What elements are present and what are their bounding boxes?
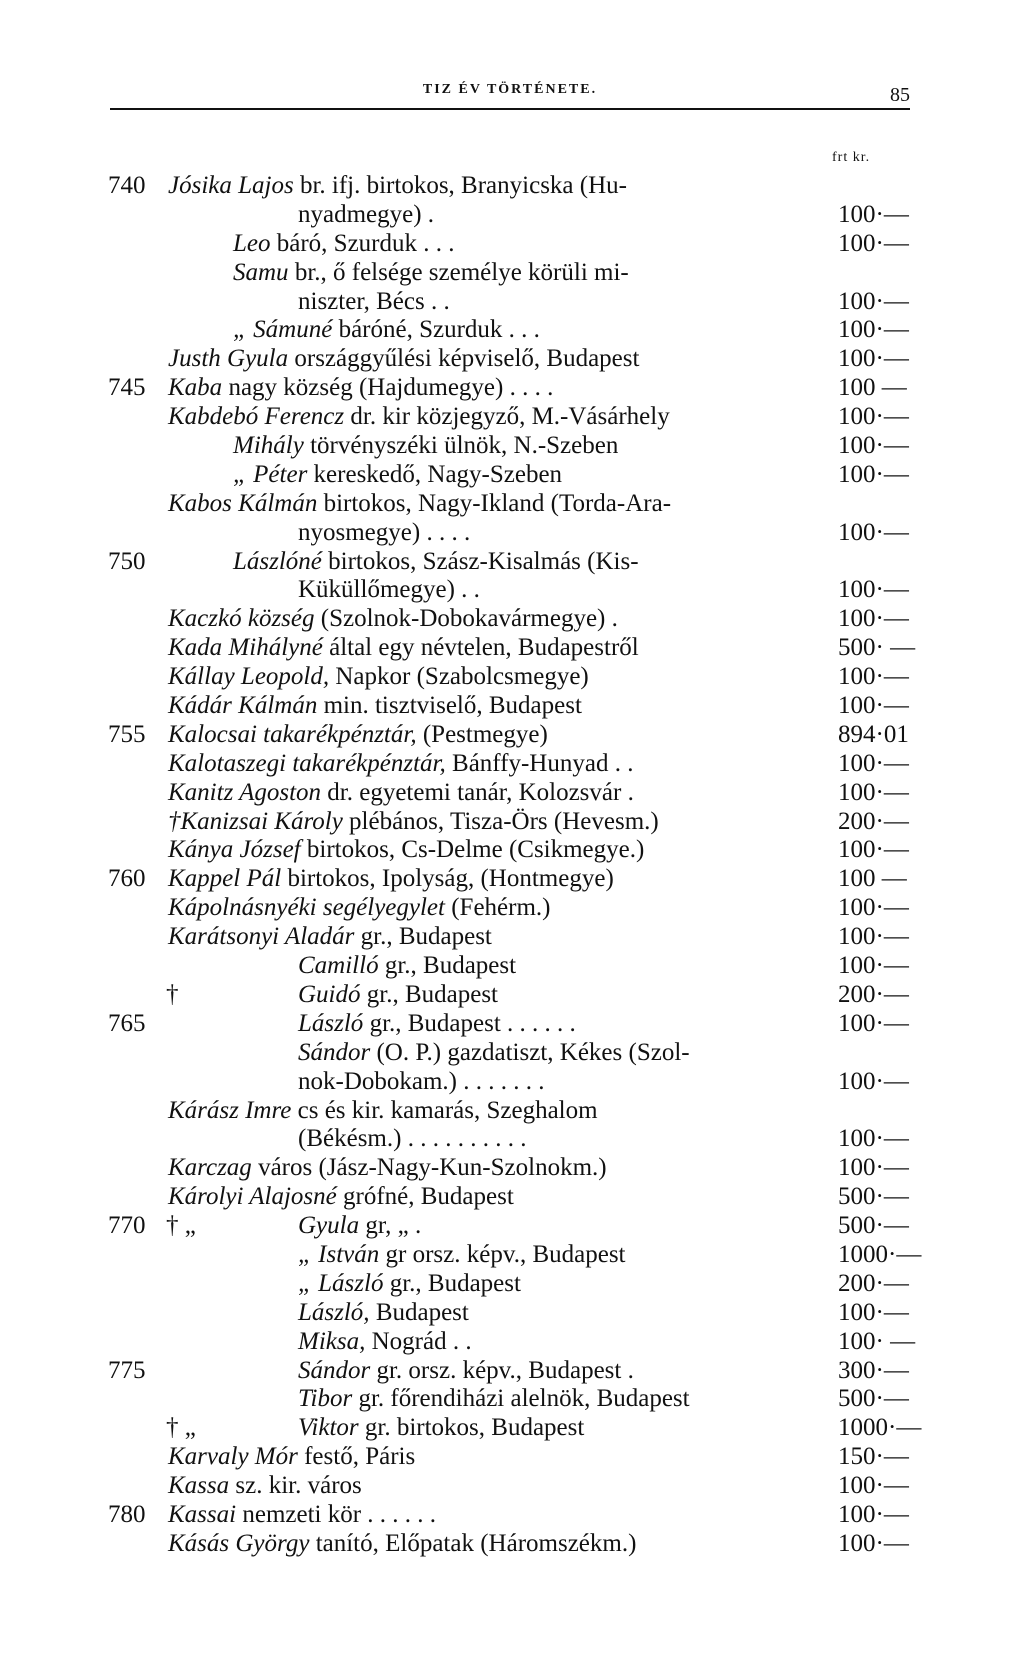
entry-description: festő, Páris (297, 1443, 416, 1471)
entry-text (168, 1097, 598, 1126)
entry-amount: 100·— (838, 749, 909, 777)
entry-text (168, 490, 671, 519)
page-header (110, 78, 910, 108)
list-item (108, 1270, 928, 1299)
entry-number: 745 (108, 374, 146, 402)
list-item (108, 316, 928, 345)
entry-name: Karczag (168, 1154, 252, 1182)
list-item (108, 634, 928, 663)
list-item (108, 1472, 928, 1501)
entry-name: „ Péter (233, 460, 308, 488)
entry-description: gr orsz. képv., Budapest (379, 1240, 626, 1268)
entry-description: plébános, Tisza-Örs (Hevesm.) (342, 807, 659, 835)
entry-amount: 100·— (838, 229, 909, 257)
entry-text (168, 663, 589, 692)
entry-text (298, 1068, 545, 1097)
entry-amount: 100·— (838, 836, 909, 864)
list-item (108, 548, 928, 577)
entry-description: niszter, Bécs . . (298, 287, 450, 315)
entry-text (298, 1414, 584, 1443)
entry-name: Lászlóné (233, 547, 322, 575)
list-item (108, 721, 928, 750)
entry-name: †Kanizsai Károly (168, 807, 343, 835)
entry-description: nyosmegye) . . . . (298, 518, 471, 546)
entry-amount: 100 — (838, 374, 907, 402)
entry-text (168, 865, 614, 894)
entry-text (233, 316, 540, 345)
list-item (108, 201, 928, 230)
list-item (108, 490, 928, 519)
entry-amount: 100·— (838, 432, 909, 460)
entry-text (168, 172, 627, 201)
entry-name: Gyula (298, 1212, 360, 1240)
entry-text (298, 1125, 526, 1154)
list-item (108, 952, 928, 981)
entry-text (298, 288, 450, 317)
entry-name: „ László (298, 1269, 384, 1297)
list-item (108, 1183, 928, 1212)
entry-amount: 100·— (838, 518, 909, 546)
entry-text (168, 1443, 415, 1472)
entry-text (298, 1212, 421, 1241)
entry-description: törvényszéki ülnök, N.-Szeben (303, 432, 619, 460)
entry-name: „ Sámuné (233, 316, 333, 344)
entry-amount: 100· — (838, 1327, 916, 1355)
list-item (108, 1010, 928, 1039)
list-item (108, 836, 928, 865)
entry-name: Samu (233, 258, 289, 286)
entry-amount: 1000·— (838, 1414, 922, 1442)
entry-name: Viktor (298, 1414, 359, 1442)
entry-description: gr., Budapest (354, 923, 492, 951)
entry-description: br., ő felsége személye körüli mi- (288, 258, 629, 286)
entry-name: Tibor (298, 1385, 353, 1413)
entry-description: Napkor (Szabolcsmegye) (329, 663, 589, 691)
entry-name: Camilló (298, 952, 379, 980)
entry-description: gr. főrendiházi alelnök, Budapest (352, 1385, 690, 1413)
entry-description: kereskedő, Nagy-Szeben (307, 460, 563, 488)
entry-description: Nográd . . (365, 1327, 472, 1355)
entry-description: gr., Budapest (360, 980, 498, 1008)
entry-name: Kada Mihályné (168, 634, 323, 662)
entry-name: Kápolnásnyéki segélyegylet (168, 894, 445, 922)
list-item (108, 1241, 928, 1270)
list-item (108, 345, 928, 374)
entry-text (168, 779, 634, 808)
list-item (108, 894, 928, 923)
list-item (108, 461, 928, 490)
entry-text (233, 461, 562, 490)
entry-amount: 100·— (838, 200, 909, 228)
entry-name: Jósika Lajos (168, 172, 294, 199)
entry-amount: 150·— (838, 1443, 909, 1471)
entry-text (298, 1241, 626, 1270)
entry-name: Mihály (233, 432, 304, 460)
entry-name: Kásás György (168, 1529, 310, 1557)
entry-description: (Fehérm.) (444, 894, 551, 922)
entry-amount: 200·— (838, 807, 909, 835)
entry-text (168, 605, 618, 634)
entry-description: (Szolnok-Dobokavármegye) . (314, 605, 618, 633)
entry-description: nyadmegye) . (298, 200, 435, 228)
entry-text (168, 374, 553, 403)
entry-text (233, 259, 629, 288)
entry-amount: 100·— (838, 287, 909, 315)
entry-amount: 100·— (838, 894, 909, 922)
list-item (108, 288, 928, 317)
entry-description: birtokos, Szász-Kisalmás (Kis- (321, 547, 639, 575)
entry-name: Karátsonyi Aladár (168, 923, 355, 951)
list-item (108, 230, 928, 259)
entry-text (168, 836, 644, 865)
entry-name: Kabdebó Ferencz (168, 403, 345, 431)
entry-text (298, 576, 480, 605)
list-item (108, 576, 928, 605)
entry-name: Kalocsai takarékpénztár, (168, 720, 417, 748)
entry-mark: † „ (166, 1414, 196, 1442)
entry-amount: 100·— (838, 605, 909, 633)
list-item (108, 172, 928, 201)
list-item (108, 1212, 928, 1241)
entry-text (168, 1530, 636, 1559)
entry-amount: 100·— (838, 1154, 909, 1182)
list-item (108, 1039, 928, 1068)
entry-text (298, 1328, 472, 1357)
entry-description: nemzeti kör . . . . . . (236, 1500, 437, 1528)
entry-name: László, (298, 1298, 370, 1326)
entry-name: Guidó (298, 980, 361, 1008)
list-item (108, 432, 928, 461)
entry-name: Kalotaszegi takarékpénztár, (168, 749, 446, 777)
list-item (108, 1414, 928, 1443)
entry-text (298, 981, 498, 1010)
entry-text (233, 548, 639, 577)
list-item (108, 692, 928, 721)
page-number: 85 (890, 84, 910, 106)
list-item (108, 374, 928, 403)
list-item (108, 605, 928, 634)
entry-description: br. ifj. birtokos, Branyicska (Hu- (293, 172, 627, 199)
entry-amount: 100·— (838, 778, 909, 806)
entry-amount: 500·— (838, 1212, 909, 1240)
entry-text (298, 1039, 690, 1068)
entry-mark: † „ (166, 1212, 196, 1240)
entry-number: 780 (108, 1500, 146, 1528)
entry-amount: 100·— (838, 576, 909, 604)
entry-description: (Pestmegye) (416, 720, 548, 748)
header-rule (110, 108, 910, 110)
list-item (108, 1328, 928, 1357)
entry-description: gr, „ . (359, 1212, 422, 1240)
entry-description: báróné, Szurduk . . . (332, 316, 540, 344)
entry-name: „ István (298, 1240, 380, 1268)
entry-text (168, 634, 639, 663)
entry-name: Sándor (298, 1356, 371, 1384)
entry-amount: 100·— (838, 1009, 909, 1037)
list-item (108, 1501, 928, 1530)
list-item (108, 1385, 928, 1414)
entry-amount: 500·— (838, 1385, 909, 1413)
entry-amount: 100·— (838, 403, 909, 431)
entry-amount: 200·— (838, 980, 909, 1008)
list-item (108, 981, 928, 1010)
entry-name: Károlyi Alajosné (168, 1183, 337, 1211)
entry-text (168, 692, 582, 721)
entry-text (168, 721, 548, 750)
entry-number: 760 (108, 865, 146, 893)
entry-text (168, 1154, 607, 1183)
entry-description: országgyűlési képviselő, Budapest (288, 345, 640, 373)
entry-description: város (Jász-Nagy-Kun-Szolnokm.) (251, 1154, 607, 1182)
amount-column-header: frt kr. (832, 150, 871, 165)
donor-list (108, 172, 928, 1559)
entry-description: báró, Szurduk . . . (270, 229, 455, 257)
list-item (108, 519, 928, 548)
entry-text (298, 952, 516, 981)
entry-description: által egy névtelen, Budapestről (322, 634, 639, 662)
entry-name: Kánya József (168, 836, 301, 864)
list-item (108, 808, 928, 837)
entry-amount: 100·— (838, 1298, 909, 1326)
entry-text (168, 808, 659, 837)
entry-name: Kassa (168, 1472, 230, 1500)
entry-text (298, 201, 434, 230)
entry-description: gr. birtokos, Budapest (358, 1414, 585, 1442)
list-item (108, 259, 928, 288)
entry-amount: 100·— (838, 663, 909, 691)
entry-description: gr., Budapest (378, 952, 517, 980)
entry-text (168, 1183, 514, 1212)
entry-description: Budapest (369, 1298, 469, 1326)
entry-name: Kabos Kálmán (168, 489, 318, 517)
entry-amount: 100·— (838, 1472, 909, 1500)
entry-name: Kanitz Agoston (168, 778, 322, 806)
entry-description: dr. egyetemi tanár, Kolozsvár . (321, 778, 634, 806)
list-item (108, 1357, 928, 1386)
entry-name: Justh Gyula (168, 345, 289, 373)
entry-text (298, 1270, 521, 1299)
entry-text (298, 1357, 634, 1386)
entry-number: 765 (108, 1009, 146, 1037)
entry-text (298, 1010, 576, 1039)
entry-description: birtokos, Cs-Delme (Csikmegye.) (300, 836, 645, 864)
entry-name: Kaba (168, 374, 223, 402)
entry-description: min. tisztviselő, Budapest (317, 692, 582, 720)
list-item (108, 1299, 928, 1328)
list-item (108, 1125, 928, 1154)
entry-text (233, 432, 618, 461)
entry-description: Küküllőmegye) . . (298, 576, 480, 604)
entry-amount: 100·— (838, 1125, 909, 1153)
entry-amount: 100·— (838, 460, 909, 488)
entry-name: Kaczkó község (168, 605, 315, 633)
list-item (108, 403, 928, 432)
list-item (108, 865, 928, 894)
entry-description: tanító, Előpatak (Háromszékm.) (309, 1529, 637, 1557)
entry-description: dr. kir közjegyző, M.-Vásárhely (344, 403, 670, 431)
entry-description: nagy község (Hajdumegye) . . . . (222, 374, 554, 402)
entry-name: Kassai (168, 1500, 237, 1528)
entry-name: László (298, 1009, 364, 1037)
entry-text (298, 519, 470, 548)
list-item (108, 923, 928, 952)
entry-text (298, 1385, 690, 1414)
list-item (108, 663, 928, 692)
entry-amount: 100 — (838, 865, 907, 893)
entry-name: Karvaly Mór (168, 1443, 298, 1471)
entry-name: Kárász Imre (168, 1096, 292, 1124)
entry-text (298, 1299, 469, 1328)
entry-number: 775 (108, 1356, 146, 1384)
entry-number: 755 (108, 720, 146, 748)
entry-number: 750 (108, 547, 146, 575)
list-item (108, 1068, 928, 1097)
entry-text (168, 1472, 362, 1501)
list-item (108, 779, 928, 808)
entry-text (168, 345, 639, 374)
entry-name: Leo (233, 229, 271, 257)
entry-amount: 500· — (838, 634, 916, 662)
running-title: TIZ ÉV TÖRTÉNETE. (422, 82, 598, 97)
entry-description: birtokos, Nagy-Ikland (Torda-Ara- (317, 489, 672, 517)
entry-description: nok-Dobokam.) . . . . . . . (298, 1067, 545, 1095)
entry-description: sz. kir. város (229, 1472, 362, 1500)
entry-text (168, 403, 670, 432)
list-item (108, 750, 928, 779)
entry-name: Sándor (298, 1038, 371, 1066)
entry-number: 740 (108, 172, 146, 199)
entry-amount: 100·— (838, 923, 909, 951)
entry-description: birtokos, Ipolyság, (Hontmegye) (281, 865, 614, 893)
entry-amount: 100·— (838, 952, 909, 980)
entry-amount: 100·— (838, 345, 909, 373)
entry-name: Miksa, (298, 1327, 366, 1355)
entry-description: gr., Budapest . . . . . . (363, 1009, 576, 1037)
entry-amount: 300·— (838, 1356, 909, 1384)
entry-name: Kappel Pál (168, 865, 282, 893)
entry-description: (Békésm.) . . . . . . . . . . (298, 1125, 527, 1153)
entry-description: Bánffy-Hunyad . . (445, 749, 634, 777)
entry-amount: 100·— (838, 1529, 909, 1557)
entry-text (168, 1501, 436, 1530)
list-item (108, 1154, 928, 1183)
entry-mark: † (166, 980, 179, 1008)
entry-text (168, 894, 551, 923)
list-item (108, 1443, 928, 1472)
entry-amount: 894·01 (838, 720, 909, 748)
entry-name: Kállay Leopold, (168, 663, 330, 691)
entry-name: Kádár Kálmán (168, 692, 318, 720)
entry-description: cs és kir. kamarás, Szeghalom (291, 1096, 598, 1124)
entry-amount: 200·— (838, 1269, 909, 1297)
list-item (108, 1097, 928, 1126)
entry-text (233, 230, 455, 259)
entry-description: grófné, Budapest (336, 1183, 514, 1211)
entry-description: gr., Budapest (383, 1269, 521, 1297)
list-item (108, 1530, 928, 1559)
entry-description: (O. P.) gazdatiszt, Kékes (Szol- (370, 1038, 690, 1066)
entry-amount: 100·— (838, 1067, 909, 1095)
entry-amount: 100·— (838, 692, 909, 720)
entry-amount: 1000·— (838, 1240, 922, 1268)
entry-description: gr. orsz. képv., Budapest . (370, 1356, 634, 1384)
entry-text (168, 750, 633, 779)
entry-amount: 100·— (838, 316, 909, 344)
entry-amount: 100·— (838, 1500, 909, 1528)
entry-text (168, 923, 492, 952)
entry-amount: 500·— (838, 1183, 909, 1211)
entry-number: 770 (108, 1212, 146, 1240)
